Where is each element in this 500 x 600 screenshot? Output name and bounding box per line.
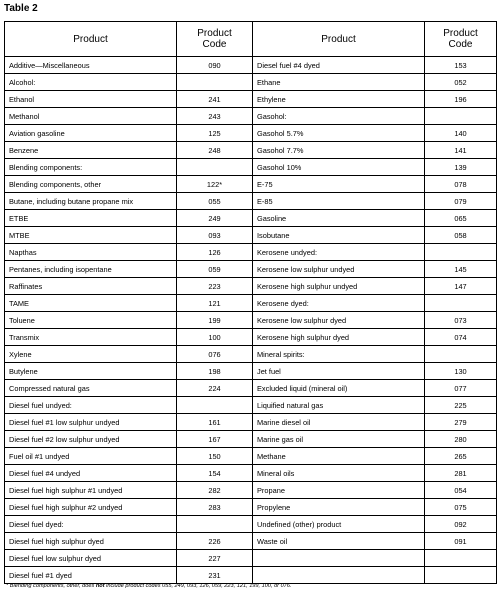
left-product-code: 249 <box>177 210 253 227</box>
table-row <box>5 295 497 312</box>
table-row <box>5 193 497 210</box>
left-product-name: Diesel fuel #2 low sulphur undyed <box>5 431 177 448</box>
left-product-code: 241 <box>177 91 253 108</box>
right-product-name: Marine gas oil <box>253 431 425 448</box>
right-product-code <box>425 550 497 567</box>
left-product-name: ETBE <box>5 210 177 227</box>
left-product-code: 150 <box>177 448 253 465</box>
table-row <box>5 108 497 125</box>
left-product-name: Methanol <box>5 108 177 125</box>
left-product-name: Diesel fuel low sulphur dyed <box>5 550 177 567</box>
left-product-code <box>177 159 253 176</box>
left-product-name: Pentanes, including isopentane <box>5 261 177 278</box>
right-product-code: 091 <box>425 533 497 550</box>
right-product-code: 130 <box>425 363 497 380</box>
left-product-name: Diesel fuel high sulphur #2 undyed <box>5 499 177 516</box>
left-product-code: 231 <box>177 567 253 584</box>
left-product-name: Raffinates <box>5 278 177 295</box>
table-row <box>5 91 497 108</box>
left-product-code: 223 <box>177 278 253 295</box>
left-product-code: 282 <box>177 482 253 499</box>
right-product-name: E-85 <box>253 193 425 210</box>
table-row <box>5 431 497 448</box>
left-product-code: 100 <box>177 329 253 346</box>
right-product-name: Methane <box>253 448 425 465</box>
right-product-code: 052 <box>425 74 497 91</box>
left-product-code: 167 <box>177 431 253 448</box>
right-product-name: Kerosene low sulphur undyed <box>253 261 425 278</box>
left-product-code <box>177 516 253 533</box>
table-row <box>5 227 497 244</box>
right-product-code <box>425 244 497 261</box>
left-product-name: Xylene <box>5 346 177 363</box>
left-product-name: Diesel fuel undyed: <box>5 397 177 414</box>
right-product-code: 140 <box>425 125 497 142</box>
right-product-code: 058 <box>425 227 497 244</box>
right-product-code: 153 <box>425 57 497 74</box>
right-product-name: Gasoline <box>253 210 425 227</box>
right-product-code: 054 <box>425 482 497 499</box>
left-product-name: Blending components, other <box>5 176 177 193</box>
left-product-name: Alcohol: <box>5 74 177 91</box>
table-row <box>5 261 497 278</box>
left-product-code: 199 <box>177 312 253 329</box>
table-row <box>5 380 497 397</box>
right-product-code: 147 <box>425 278 497 295</box>
header-row <box>5 22 497 57</box>
right-product-name: Mineral oils <box>253 465 425 482</box>
right-product-name: Isobutane <box>253 227 425 244</box>
left-product-code: 055 <box>177 193 253 210</box>
left-product-name: MTBE <box>5 227 177 244</box>
right-product-code: 075 <box>425 499 497 516</box>
right-product-name: Kerosene dyed: <box>253 295 425 312</box>
header-code-right <box>425 22 497 57</box>
right-product-name: Diesel fuel #4 dyed <box>253 57 425 74</box>
header-product-right: Product <box>253 22 425 57</box>
table-row <box>5 397 497 414</box>
right-product-code: 145 <box>425 261 497 278</box>
left-product-code: 227 <box>177 550 253 567</box>
left-product-name: Ethanol <box>5 91 177 108</box>
table-row <box>5 414 497 431</box>
left-product-code: 126 <box>177 244 253 261</box>
right-product-name: Gasohol 5.7% <box>253 125 425 142</box>
header-code-line2: Code <box>448 39 473 50</box>
right-product-name <box>253 550 425 567</box>
right-product-name: Gasohol 10% <box>253 159 425 176</box>
table-title: Table 2 <box>4 3 38 14</box>
left-product-code <box>177 397 253 414</box>
table-row <box>5 57 497 74</box>
right-product-code: 281 <box>425 465 497 482</box>
table-row <box>5 346 497 363</box>
left-product-code: 059 <box>177 261 253 278</box>
table-body <box>5 57 497 584</box>
left-product-code: 224 <box>177 380 253 397</box>
left-product-code: 198 <box>177 363 253 380</box>
table-row <box>5 567 497 584</box>
right-product-name: Waste oil <box>253 533 425 550</box>
table-row <box>5 159 497 176</box>
left-product-name: Blending components: <box>5 159 177 176</box>
left-product-name: Diesel fuel dyed: <box>5 516 177 533</box>
right-product-code: 279 <box>425 414 497 431</box>
table-row <box>5 74 497 91</box>
left-product-code: 243 <box>177 108 253 125</box>
right-product-code <box>425 567 497 584</box>
right-product-code <box>425 346 497 363</box>
right-product-name: Jet fuel <box>253 363 425 380</box>
left-product-name: Toluene <box>5 312 177 329</box>
right-product-name: Excluded liquid (mineral oil) <box>253 380 425 397</box>
header-code-left <box>177 22 253 57</box>
right-product-name: Gasohol: <box>253 108 425 125</box>
right-product-code: 225 <box>425 397 497 414</box>
right-product-name: Marine diesel oil <box>253 414 425 431</box>
left-product-name: Benzene <box>5 142 177 159</box>
right-product-name: Ethylene <box>253 91 425 108</box>
left-product-code: 161 <box>177 414 253 431</box>
table-row <box>5 363 497 380</box>
left-product-code: 226 <box>177 533 253 550</box>
table-row <box>5 176 497 193</box>
left-product-name: Diesel fuel high sulphur dyed <box>5 533 177 550</box>
right-product-name: E-75 <box>253 176 425 193</box>
right-product-code: 065 <box>425 210 497 227</box>
left-product-code: 283 <box>177 499 253 516</box>
right-product-name <box>253 567 425 584</box>
header-code-line2: Code <box>202 39 227 50</box>
left-product-code: 125 <box>177 125 253 142</box>
left-product-code: 248 <box>177 142 253 159</box>
right-product-code: 141 <box>425 142 497 159</box>
right-product-code: 073 <box>425 312 497 329</box>
footnote-text: * Blending components, other, does <box>6 583 96 589</box>
table-row <box>5 465 497 482</box>
left-product-code: 090 <box>177 57 253 74</box>
right-product-code: 196 <box>425 91 497 108</box>
right-product-name: Ethane <box>253 74 425 91</box>
table-row <box>5 142 497 159</box>
left-product-name: Napthas <box>5 244 177 261</box>
left-product-name: Butylene <box>5 363 177 380</box>
left-product-name: Diesel fuel #1 low sulphur undyed <box>5 414 177 431</box>
right-product-name: Gasohol 7.7% <box>253 142 425 159</box>
right-product-code: 280 <box>425 431 497 448</box>
right-product-name: Propane <box>253 482 425 499</box>
left-product-name: Diesel fuel #1 dyed <box>5 567 177 584</box>
left-product-name: Additive—Miscellaneous <box>5 57 177 74</box>
left-product-code <box>177 74 253 91</box>
left-product-code: 076 <box>177 346 253 363</box>
left-product-code: 122* <box>177 176 253 193</box>
right-product-name: Kerosene high sulphur undyed <box>253 278 425 295</box>
header-code-line1: Product <box>443 28 478 39</box>
right-product-code: 078 <box>425 176 497 193</box>
left-product-name: Diesel fuel high sulphur #1 undyed <box>5 482 177 499</box>
right-product-name: Mineral spirits: <box>253 346 425 363</box>
table-row <box>5 210 497 227</box>
right-product-code <box>425 108 497 125</box>
product-code-table <box>4 21 497 584</box>
table-row <box>5 533 497 550</box>
header-product-left: Product <box>5 22 177 57</box>
left-product-name: Compressed natural gas <box>5 380 177 397</box>
table-row <box>5 244 497 261</box>
header-code-line1: Product <box>197 28 232 39</box>
table-row <box>5 448 497 465</box>
right-product-name: Propylene <box>253 499 425 516</box>
left-product-code: 093 <box>177 227 253 244</box>
table-row <box>5 125 497 142</box>
table-row <box>5 329 497 346</box>
table-row <box>5 550 497 567</box>
table-row <box>5 499 497 516</box>
left-product-name: Aviation gasoline <box>5 125 177 142</box>
table-row <box>5 482 497 499</box>
right-product-code <box>425 295 497 312</box>
right-product-name: Kerosene low sulphur dyed <box>253 312 425 329</box>
left-product-name: Fuel oil #1 undyed <box>5 448 177 465</box>
footnote-emphasis: not <box>95 583 105 589</box>
left-product-code: 121 <box>177 295 253 312</box>
right-product-code: 139 <box>425 159 497 176</box>
right-product-code: 074 <box>425 329 497 346</box>
table-row <box>5 312 497 329</box>
table-row <box>5 278 497 295</box>
left-product-name: Transmix <box>5 329 177 346</box>
right-product-name: Kerosene undyed: <box>253 244 425 261</box>
right-product-code: 079 <box>425 193 497 210</box>
right-product-code: 077 <box>425 380 497 397</box>
left-product-name: Butane, including butane propane mix <box>5 193 177 210</box>
footnote <box>6 583 292 589</box>
left-product-code: 154 <box>177 465 253 482</box>
right-product-name: Liquified natural gas <box>253 397 425 414</box>
table-row <box>5 516 497 533</box>
right-product-code: 265 <box>425 448 497 465</box>
right-product-name: Kerosene high sulphur dyed <box>253 329 425 346</box>
left-product-name: TAME <box>5 295 177 312</box>
right-product-code: 092 <box>425 516 497 533</box>
left-product-name: Diesel fuel #4 undyed <box>5 465 177 482</box>
footnote-text-end: include product codes 055, 249, 093, 126, 059, 223, 121, 199, 100, or 076. <box>104 583 292 589</box>
right-product-name: Undefined (other) product <box>253 516 425 533</box>
